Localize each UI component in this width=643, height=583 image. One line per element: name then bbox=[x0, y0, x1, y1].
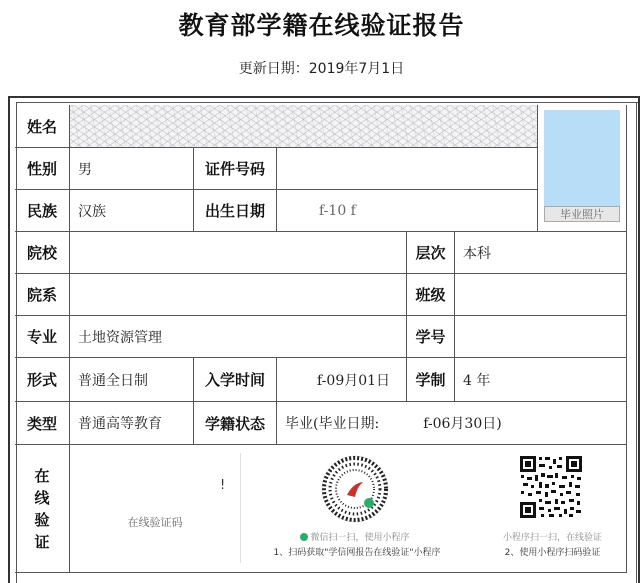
duration-value: 4 年 bbox=[455, 358, 627, 402]
form-value: 普通全日制 bbox=[70, 358, 194, 402]
duration-label: 学制 bbox=[407, 358, 455, 402]
verification-qr-code[interactable] bbox=[519, 455, 583, 519]
type-value: 普通高等教育 bbox=[70, 402, 194, 445]
class-value bbox=[455, 274, 627, 316]
id-number-value bbox=[277, 148, 538, 190]
qr1-hint: 微信扫一扫，使用小程序 bbox=[310, 533, 410, 543]
status-label: 学籍状态 bbox=[194, 402, 277, 445]
level-value: 本科 bbox=[455, 232, 627, 274]
gender-value: 男 bbox=[70, 148, 194, 190]
major-label: 专业 bbox=[15, 316, 70, 358]
name-label: 姓名 bbox=[15, 105, 70, 148]
birth-date-value: f-10 f bbox=[277, 190, 538, 232]
gender-label: 性别 bbox=[15, 148, 70, 190]
student-number-label: 学号 bbox=[407, 316, 455, 358]
enrollment-date-value: f-09月01日 bbox=[277, 358, 407, 402]
photo-caption: 毕业照片 bbox=[544, 206, 620, 222]
name-value-redacted bbox=[70, 105, 538, 148]
online-verify-label bbox=[15, 445, 70, 573]
verify-code-label: 在线验证码 bbox=[127, 516, 183, 529]
verify-char-4: 证 bbox=[34, 532, 50, 551]
wechat-icon bbox=[300, 533, 308, 541]
level-label: 层次 bbox=[407, 232, 455, 274]
status-value-prefix: 毕业(毕业日期: bbox=[285, 416, 380, 432]
mini-program-code[interactable] bbox=[321, 455, 389, 523]
form-label: 形式 bbox=[15, 358, 70, 402]
ethnicity-label: 民族 bbox=[15, 190, 70, 232]
major-value: 土地资源管理 bbox=[70, 316, 407, 358]
ethnicity-value: 汉族 bbox=[70, 190, 194, 232]
graduation-photo bbox=[544, 110, 620, 221]
update-date: 更新日期：2019年7月1日 bbox=[238, 61, 405, 77]
qr2-caption: 2、使用小程序扫码验证 bbox=[504, 548, 601, 558]
status-value-suffix: f-06月30日) bbox=[423, 416, 502, 432]
id-number-label: 证件号码 bbox=[194, 148, 277, 190]
school-label: 院校 bbox=[15, 232, 70, 274]
verify-char-3: 验 bbox=[34, 510, 50, 529]
class-label: 班级 bbox=[407, 274, 455, 316]
photo-placeholder bbox=[544, 110, 620, 206]
verify-char-1: 在 bbox=[34, 466, 50, 485]
student-number-value bbox=[455, 316, 627, 358]
department-label: 院系 bbox=[15, 274, 70, 316]
qr1-caption: 1、扫码获取"学信网报告在线验证"小程序 bbox=[273, 548, 441, 558]
birth-date-label: 出生日期 bbox=[194, 190, 277, 232]
enrollment-date-label: 入学时间 bbox=[194, 358, 277, 402]
verify-char-2: 线 bbox=[34, 488, 50, 507]
school-value bbox=[70, 232, 407, 274]
qr2-hint: 小程序扫一扫，在线验证 bbox=[502, 533, 602, 543]
status-value bbox=[277, 402, 627, 445]
department-value bbox=[70, 274, 407, 316]
report-title: 教育部学籍在线验证报告 bbox=[178, 11, 465, 40]
verify-code-mark: ! bbox=[220, 478, 226, 493]
type-label: 类型 bbox=[15, 402, 70, 445]
